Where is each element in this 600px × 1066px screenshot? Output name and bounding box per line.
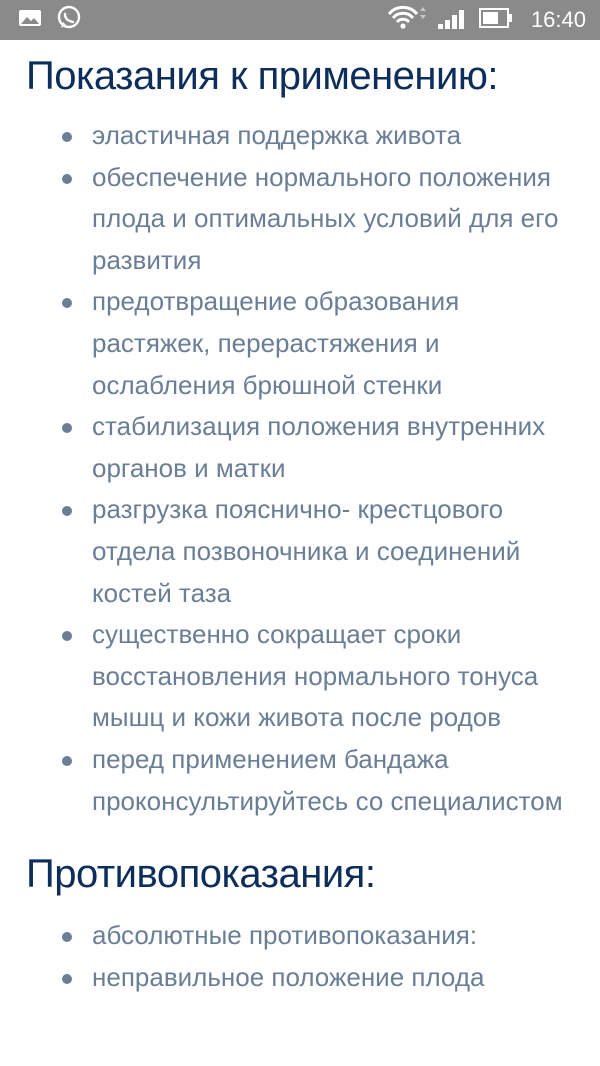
list-item: эластичная поддержка живота [26,115,574,157]
image-icon [18,8,42,33]
status-time: 16:40 [530,7,586,32]
indications-heading: Показания к применению: [26,54,498,98]
contraindications-list [26,915,574,998]
list-item: перед применением бандажа проконсультируйтесь со специалистом [26,739,574,822]
list-item: неправильное положение плода [26,957,574,999]
indications-list [26,115,574,822]
list-item: разгрузка пояснично- крестцового отдела позвоночника и соединений костей таза [26,489,574,614]
article-content [0,40,600,998]
status-bar [0,0,600,40]
list-item: предотвращение образования растяжек, перерастяжения и ослабления брюшной стенки [26,281,574,406]
whatsapp-icon [56,5,82,36]
signal-icon [437,7,469,34]
list-item: существенно сокращает сроки восстановления нормального тонуса мышц и кожи живота после родов [26,614,574,739]
list-item: стабилизация положения внутренних органов и матки [26,406,574,489]
wifi-icon [387,5,427,36]
contraindications-heading: Противопоказания: [26,852,376,897]
list-item: обеспечение нормального положения плода и оптимальных условий для его развития [26,157,574,282]
list-item: абсолютные противопоказания: [26,915,574,957]
battery-icon [479,7,513,34]
